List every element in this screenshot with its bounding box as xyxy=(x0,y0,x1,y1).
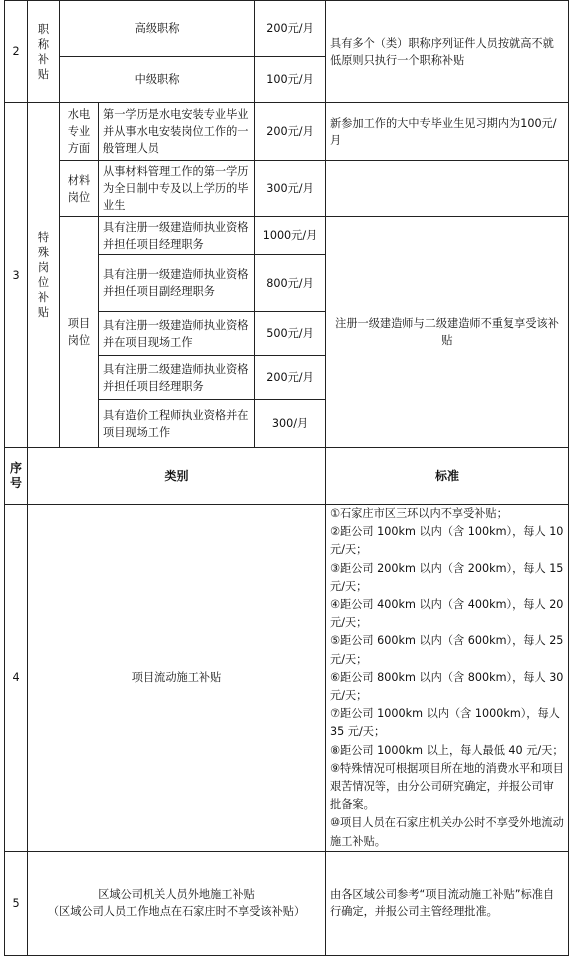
category-label: 特殊岗位补贴 xyxy=(37,231,50,319)
category-label: 职称补贴 xyxy=(37,22,50,81)
table-row xyxy=(5,217,569,255)
group-label: 材料岗位 xyxy=(60,161,99,217)
desc-cell: 具有注册一级建造师执业资格并在项目现场工作 xyxy=(99,312,255,356)
desc-cell: 具有注册一级建造师执业资格并担任项目经理职务 xyxy=(99,217,255,255)
group-label: 项目岗位 xyxy=(60,217,99,448)
amount-cell: 500元/月 xyxy=(255,312,326,356)
note-cell: 新参加工作的大中专毕业生见习期内为100元/月 xyxy=(326,103,569,161)
standard-item: ⑧距公司 1000km 以上，每人最低 40 元/天； xyxy=(330,743,564,757)
standard-item: ④距公司 400km 以内（含 400km），每人 20 元/天； xyxy=(330,598,564,630)
category-cell xyxy=(28,1,60,103)
row-number: 3 xyxy=(5,103,28,448)
standard-cell: 由各区域公司参考“项目流动施工补贴”标准自行确定，并报公司主管经理批准。 xyxy=(326,851,569,955)
desc-cell: 具有注册一级建造师执业资格并担任项目副经理职务 xyxy=(99,255,255,312)
standard-item: ⑨特殊情况可根据项目所在地的消费水平和项目艰苦情况等，由分公司研究确定，并报公司审批备案。 xyxy=(330,761,564,812)
standard-item: ⑩项目人员在石家庄机关办公时不享受外地流动施工补贴。 xyxy=(330,816,564,848)
table-row xyxy=(5,103,569,161)
table-row xyxy=(5,505,569,852)
row-number: 4 xyxy=(5,505,28,852)
amount-cell: 300/月 xyxy=(255,400,326,448)
standard-item: ②距公司 100km 以内（含 100km），每人 10 元/天； xyxy=(330,525,564,557)
amount-cell: 200元/月 xyxy=(255,1,326,57)
amount-cell: 200元/月 xyxy=(255,103,326,161)
note-cell-empty xyxy=(326,161,569,217)
category-note: （区域公司人员工作地点在石家庄时不享受该补贴） xyxy=(47,905,306,919)
header-category: 类别 xyxy=(28,448,326,505)
desc-cell: 从事材料管理工作的第一学历为全日制中专及以上学历的毕业生 xyxy=(99,161,255,217)
desc-cell: 具有注册二级建造师执业资格并担任项目经理职务 xyxy=(99,356,255,400)
note-cell: 注册一级建造师与二级建造师不重复享受该补贴 xyxy=(326,217,569,448)
amount-cell: 100元/月 xyxy=(255,57,326,103)
desc-cell: 第一学历是水电安装专业毕业并从事水电安装岗位工作的一般管理人员 xyxy=(99,103,255,161)
header-standard: 标准 xyxy=(326,448,569,505)
desc-cell: 具有造价工程师执业资格并在项目现场工作 xyxy=(99,400,255,448)
amount-cell: 800元/月 xyxy=(255,255,326,312)
standard-item: ③距公司 200km 以内（含 200km），每人 15 元/天； xyxy=(330,561,564,593)
amount-cell: 200元/月 xyxy=(255,356,326,400)
category-cell xyxy=(28,851,326,955)
table-row xyxy=(5,1,569,57)
table-header-row xyxy=(5,448,569,505)
title-middle: 中级职称 xyxy=(60,57,255,103)
category-label: 区域公司机关人员外地施工补贴 xyxy=(98,888,255,902)
allowance-table xyxy=(4,0,569,956)
standard-item: ⑥距公司 800km 以内（含 800km），每人 30 元/天； xyxy=(330,670,564,703)
note-cell: 具有多个（类）职称序列证件人员按就高不就低原则只执行一个职称补贴 xyxy=(326,1,569,103)
standard-cell xyxy=(326,505,569,852)
amount-cell: 1000元/月 xyxy=(255,217,326,255)
group-label: 水电专业方面 xyxy=(60,103,99,161)
table-row xyxy=(5,851,569,955)
header-no: 序号 xyxy=(9,461,22,490)
standard-item: ⑤距公司 600km 以内（含 600km），每人 25 元/天； xyxy=(330,634,564,666)
title-senior: 高级职称 xyxy=(60,1,255,57)
standard-item: ①石家庄市区三环以内不享受补贴； xyxy=(330,507,508,520)
standard-item: ⑦距公司 1000km 以内（含 1000km），每人 35 元/天； xyxy=(330,707,560,739)
table-row xyxy=(5,161,569,217)
amount-cell: 300元/月 xyxy=(255,161,326,217)
category-cell xyxy=(28,103,60,448)
row-number: 2 xyxy=(5,1,28,103)
header-cell xyxy=(5,448,28,505)
category-cell: 项目流动施工补贴 xyxy=(28,505,326,852)
row-number: 5 xyxy=(5,851,28,955)
